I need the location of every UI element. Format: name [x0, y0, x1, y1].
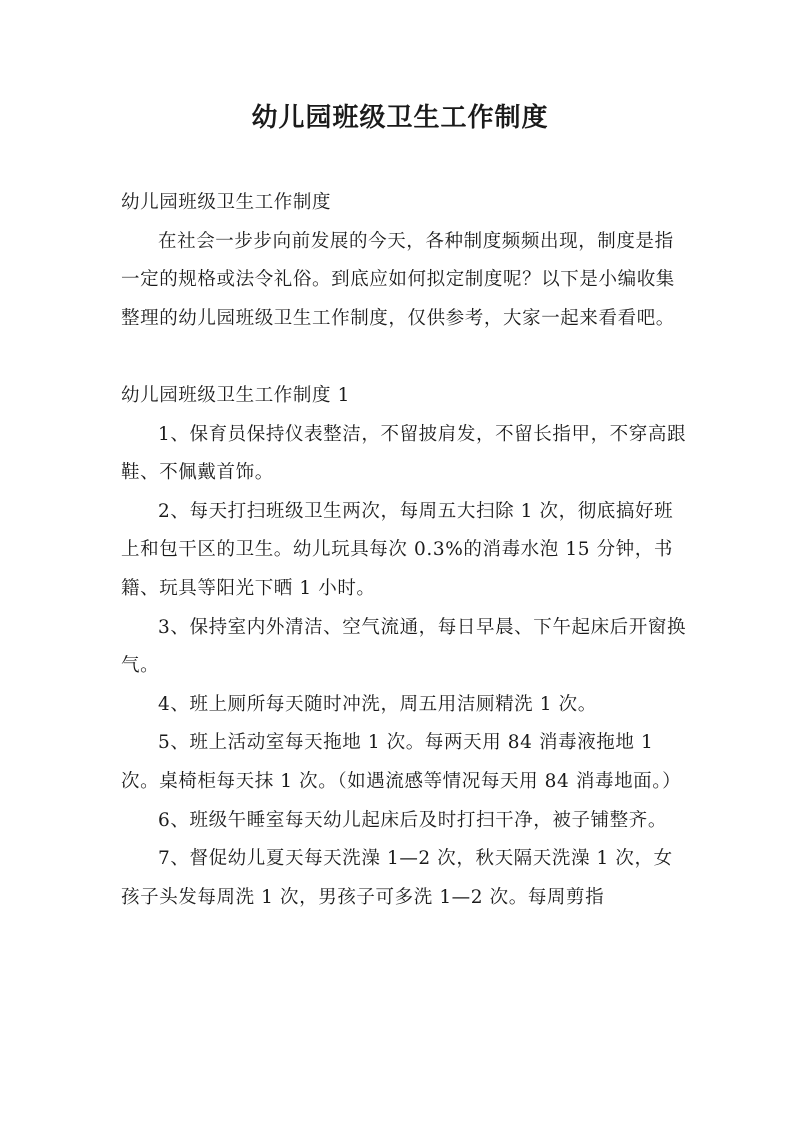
document-subtitle: 幼儿园班级卫生工作制度 [121, 192, 332, 213]
document-title: 幼儿园班级卫生工作制度 [251, 103, 549, 133]
document-body [121, 184, 691, 917]
rule-item-2: 2、每天打扫班级卫生两次，每周五大扫除 1 次，彻底搞好班上和包干区的卫生。幼儿玩具每次 0.3%的消毒水泡 15 分钟，书籍、玩具等阳光下晒 1 小时。 [121, 500, 674, 599]
section-heading: 幼儿园班级卫生工作制度 1 [121, 384, 350, 406]
rule-item-7: 7、督促幼儿夏天每天洗澡 1—2 次，秋天隔天洗澡 1 次，女孩子头发每周洗 1 次，男孩子可多洗 1—2 次。每周剪指 [121, 848, 673, 908]
intro-paragraph: 在社会一步步向前发展的今天，各种制度频频出现，制度是指一定的规格或法令礼俗。到底应如何拟定制度呢？以下是小编收集整理的幼儿园班级卫生工作制度，仅供参考，大家一起来看看吧。 [121, 230, 675, 329]
rule-item-3: 3、保持室内外清洁、空气流通，每日早晨、下午起床后开窗换气。 [121, 616, 687, 677]
rule-item-1: 1、保育员保持仪表整洁，不留披肩发，不留长指甲，不穿高跟鞋、不佩戴首饰。 [121, 423, 687, 484]
rule-item-6: 6、班级午睡室每天幼儿起床后及时打扫干净，被子铺整齐。 [158, 809, 667, 831]
rule-item-4: 4、班上厕所每天随时冲洗，周五用洁厕精洗 1 次。 [158, 693, 597, 715]
rule-item-5: 5、班上活动室每天拖地 1 次。每两天用 84 消毒液拖地 1 次。桌椅柜每天抹 1 次。（如遇流感等情况每天用 84 消毒地面。） [121, 732, 682, 792]
paragraph-spacer [121, 338, 691, 377]
